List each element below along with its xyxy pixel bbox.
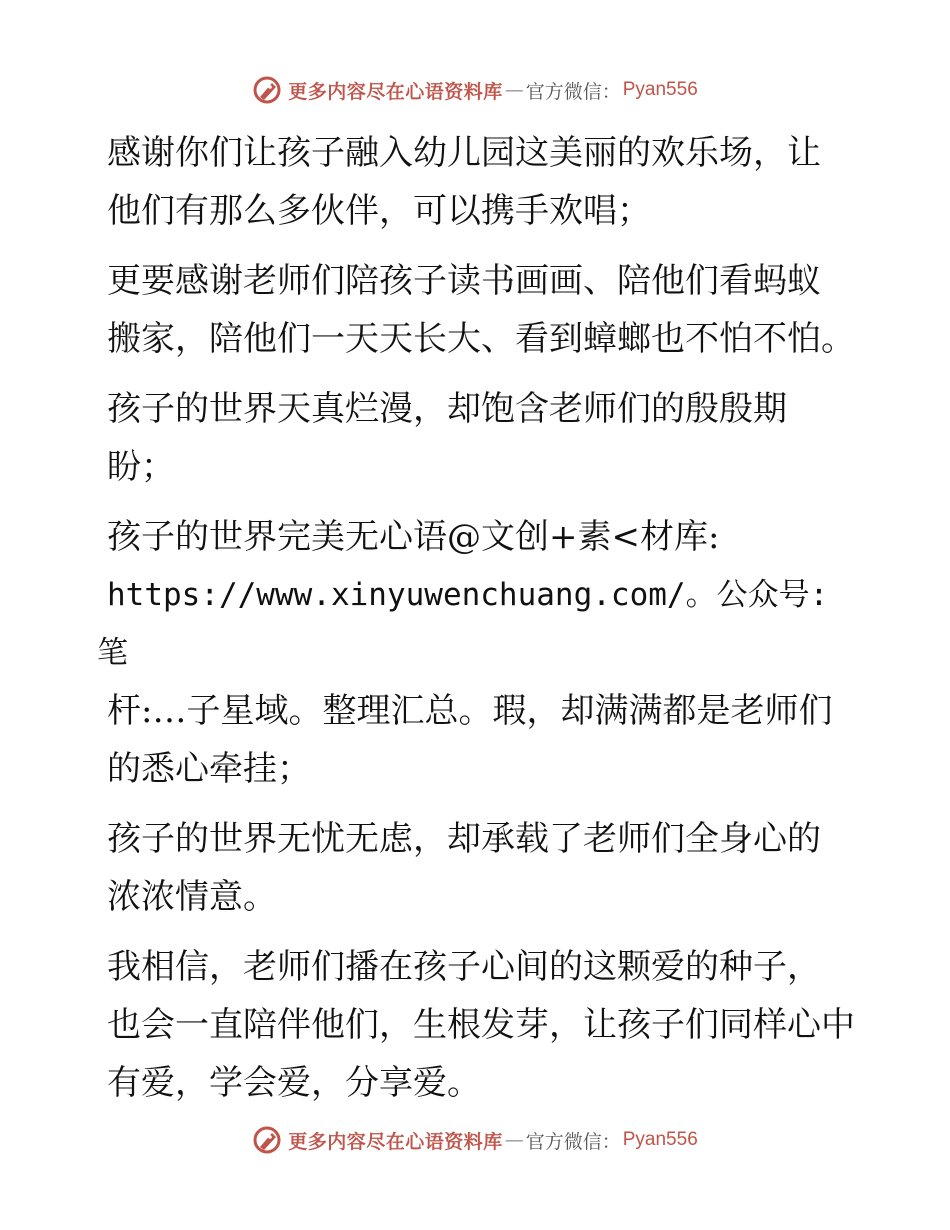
- paragraph-line-url: https://www.xinyuwenchuang.com/。公众号: 笔: [97, 577, 829, 671]
- banner-main-text: 更多内容尽在心语资料库: [288, 80, 503, 103]
- banner-separator: —: [504, 79, 524, 101]
- paragraph-6: [97, 938, 857, 1112]
- paragraph-3: [97, 380, 857, 496]
- banner-wechat-id: Pyan556: [622, 1129, 698, 1150]
- paragraph-line: 孩子的世界完美无心语@文创+素<材库:: [107, 517, 720, 557]
- paragraph-line: 孩子的世界天真烂漫，却饱含老师们的殷殷期: [107, 389, 787, 429]
- paragraph-line: 搬家，陪他们一天天长大、看到蟑螂也不怕不怕。: [107, 319, 855, 359]
- paragraph-line: 浓浓情意。: [107, 877, 277, 917]
- pen-logo-icon: [252, 1125, 282, 1155]
- paragraph-5: [97, 810, 857, 926]
- paragraph-1: [97, 124, 857, 240]
- paragraph-line: 杆:…子星域。整理汇总。瑕，却满满都是老师们: [107, 691, 833, 731]
- banner-separator: —: [504, 1129, 524, 1151]
- paragraph-line: 我相信，老师们播在孩子心间的这颗爱的种子，: [107, 947, 821, 987]
- paragraph-2: [97, 252, 857, 368]
- pen-logo-icon: [252, 75, 282, 105]
- footer-banner: [0, 1120, 950, 1160]
- header-banner: [0, 70, 950, 110]
- document-body: [97, 124, 857, 1124]
- paragraph-line: 感谢你们让孩子融入幼儿园这美丽的欢乐场，让: [107, 133, 821, 173]
- banner-official-label: 官方微信：: [525, 80, 621, 103]
- paragraph-line: 盼；: [107, 447, 175, 487]
- paragraph-line: 也会一直陪伴他们，生根发芽，让孩子们同样心中: [107, 1005, 855, 1045]
- paragraph-line: 的悉心牵挂；: [107, 749, 311, 789]
- paragraph-line: 孩子的世界无忧无虑，却承载了老师们全身心的: [107, 819, 821, 859]
- banner-wechat-id: Pyan556: [622, 79, 698, 100]
- banner-main-text: 更多内容尽在心语资料库: [288, 1130, 503, 1153]
- banner-official-label: 官方微信：: [525, 1130, 621, 1153]
- paragraph-line: 更要感谢老师们陪孩子读书画画、陪他们看蚂蚁: [107, 261, 821, 301]
- paragraph-line: 他们有那么多伙伴，可以携手欢唱；: [107, 191, 651, 231]
- paragraph-line: 有爱，学会爱，分享爱。: [107, 1063, 481, 1103]
- paragraph-4: [97, 508, 857, 798]
